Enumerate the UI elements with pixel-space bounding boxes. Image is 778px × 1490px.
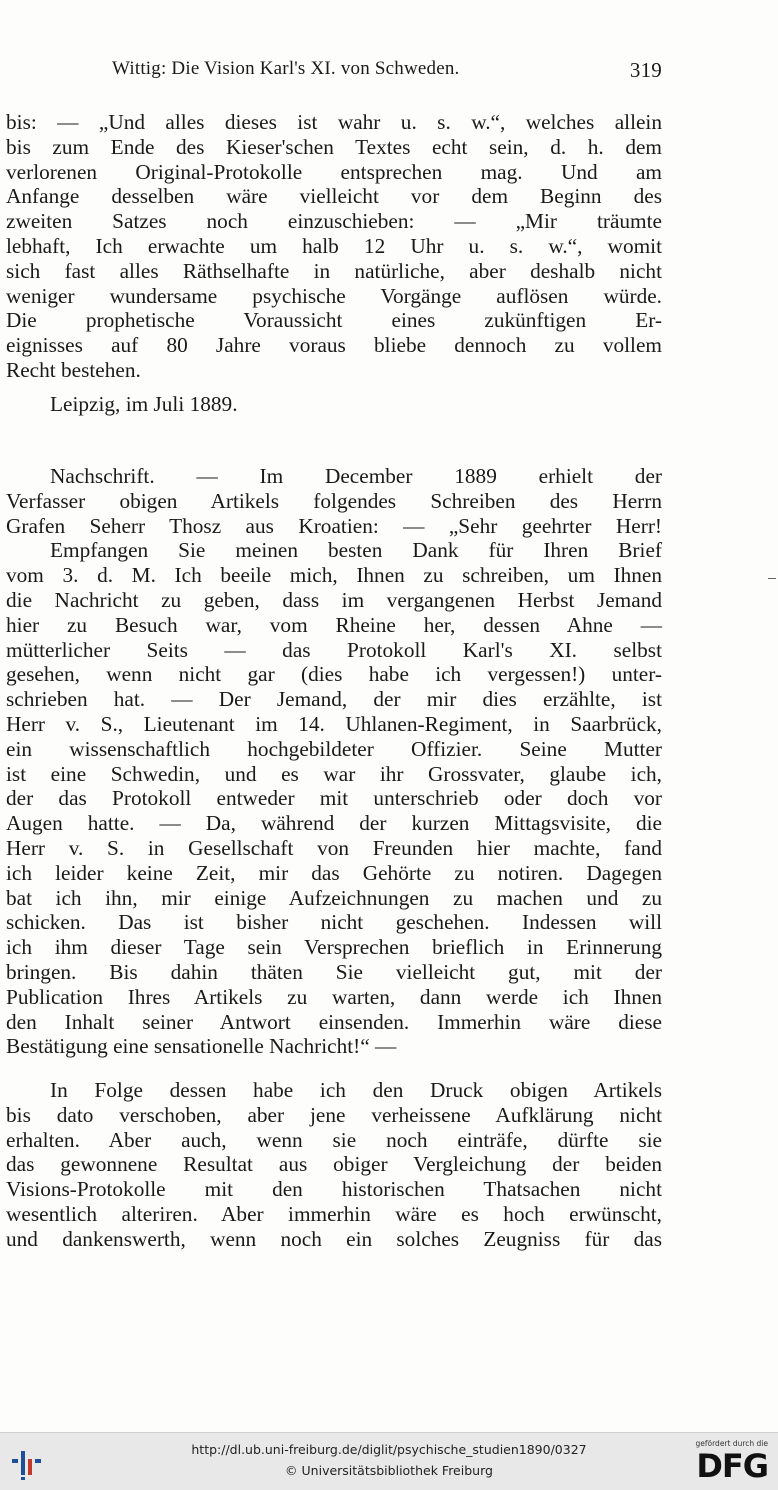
text-line: bat ich ihn, mir einige Aufzeichnungen zu machen und zu (6, 885, 662, 910)
text-line: Empfangen Sie meinen besten Dank für Ihren Brief (50, 538, 662, 563)
text-line: bis: — „Und alles dieses ist wahr u. s. w.“, welches allein (6, 110, 662, 134)
text-line: verlorenen Original-Protokolle entsprechen mag. Und am (6, 159, 662, 184)
text-line: schrieben hat. — Der Jemand, der mir dies erzählte, ist (6, 687, 662, 712)
text-line: ist eine Schwedin, und es war ihr Grossvater, glaube ich, (6, 761, 662, 786)
viewer-footer (0, 1432, 778, 1490)
text-line: weniger wundersame psychische Vorgänge auflösen würde. (6, 283, 662, 308)
text-line: Verfasser obigen Artikels folgendes Schreiben des Herrn (6, 488, 662, 513)
text-line: ein wissenschaftlich hochgebildeter Offizier. Seine Mutter (6, 736, 662, 761)
paragraph-3 (6, 1078, 662, 1252)
text-line: zweiten Satzes noch einzuschieben: — „Mir träumte (6, 209, 662, 234)
text-line: und dankenswerth, wenn noch ein solches Zeugniss für das (6, 1226, 662, 1251)
text-line: die Nachricht zu geben, dass im vergangenen Herbst Jemand (6, 587, 662, 612)
page-number: 319 (629, 58, 662, 82)
text-line: das gewonnene Resultat aus obiger Vergleichung der beiden (6, 1152, 662, 1177)
text-line: der das Protokoll entweder mit unterschrieb oder doch vor (6, 786, 662, 811)
text-line: lebhaft, Ich erwachte um halb 12 Uhr u. s. w.“, womit (6, 233, 662, 258)
text-line: erhalten. Aber auch, wenn sie noch einträfe, dürfte sie (6, 1127, 662, 1152)
paragraph-1 (6, 110, 662, 383)
text-line: gesehen, wenn nicht gar (dies habe ich vergessen!) unter- (6, 662, 662, 687)
text-line: den Inhalt seiner Antwort einsenden. Immerhin wäre diese (6, 1009, 662, 1034)
text-line: bringen. Bis dahin thäten Sie vielleicht gut, mit der (6, 959, 662, 984)
copyright-notice: © Universitätsbibliothek Freiburg (285, 1463, 493, 1478)
permalink-url[interactable]: http://dl.ub.uni-freiburg.de/diglit/psychische_studien1890/0327 (191, 1442, 587, 1457)
text-line: Herr v. S. in Gesellschaft von Freunden hier machte, fand (6, 835, 662, 860)
text-line: Augen hatte. — Da, während der kurzen Mittagsvisite, die (6, 811, 662, 836)
text-line: hier zu Besuch war, vom Rheine her, dessen Ahne — (6, 612, 662, 637)
text-line: wesentlich alteriren. Aber immerhin wäre es hoch erwünscht, (6, 1201, 662, 1226)
text-line: mütterlicher Seits — das Protokoll Karl's XI. selbst (6, 637, 662, 662)
running-head-title: Wittig: Die Vision Karl's XI. von Schweden. (112, 58, 460, 79)
text-line: eignisses auf 80 Jahre voraus bliebe dennoch zu vollem (6, 333, 662, 358)
text-line: Herr v. S., Lieutenant im 14. Uhlanen-Regiment, in Saarbrück, (6, 711, 662, 736)
text-line: Visions-Protokolle mit den historischen Thatsachen nicht (6, 1177, 662, 1202)
margin-mark (768, 578, 776, 579)
text-line: schicken. Das ist bisher nicht geschehen. Indessen will (6, 910, 662, 935)
text-line: Publication Ihres Artikels zu warten, dann werde ich Ihnen (6, 984, 662, 1009)
text-line: Grafen Seherr Thosz aus Kroatien: — „Sehr geehrter Herr! (6, 513, 662, 538)
text-line: In Folge dessen habe ich den Druck obigen Artikels (50, 1078, 662, 1102)
dfg-logo (684, 1439, 768, 1485)
text-line: Anfange desselben wäre vielleicht vor dem Beginn des (6, 184, 662, 209)
text-line: sich fast alles Räthselhafte in natürliche, aber deshalb nicht (6, 258, 662, 283)
text-line: Recht bestehen. (6, 357, 141, 382)
paragraph-2-nachschrift (6, 464, 662, 1059)
dfg-logo-text: DFG (696, 1447, 768, 1485)
text-line: Die prophetische Voraussicht eines zukünftigen Er- (6, 308, 662, 333)
dateline: Leipzig, im Juli 1889. (50, 392, 238, 416)
text-line: bis dato verschoben, aber jene verheissene Aufklärung nicht (6, 1102, 662, 1127)
text-line: vom 3. d. M. Ich beeile mich, Ihnen zu schreiben, um Ihnen (6, 563, 662, 588)
dfg-funded-label: gefördert durch die (695, 1439, 768, 1448)
text-line: bis zum Ende des Kieser'schen Textes echt sein, d. h. dem (6, 134, 662, 159)
running-head (112, 58, 662, 88)
text-line: ich ihm dieser Tage sein Versprechen brieflich in Erinnerung (6, 935, 662, 960)
text-line: ich leider keine Zeit, mir das Gehörte zu notiren. Dagegen (6, 860, 662, 885)
text-line: Bestätigung eine sensationelle Nachricht!“ — (6, 1034, 397, 1059)
text-line: Nachschrift. — Im December 1889 erhielt der (50, 464, 662, 488)
